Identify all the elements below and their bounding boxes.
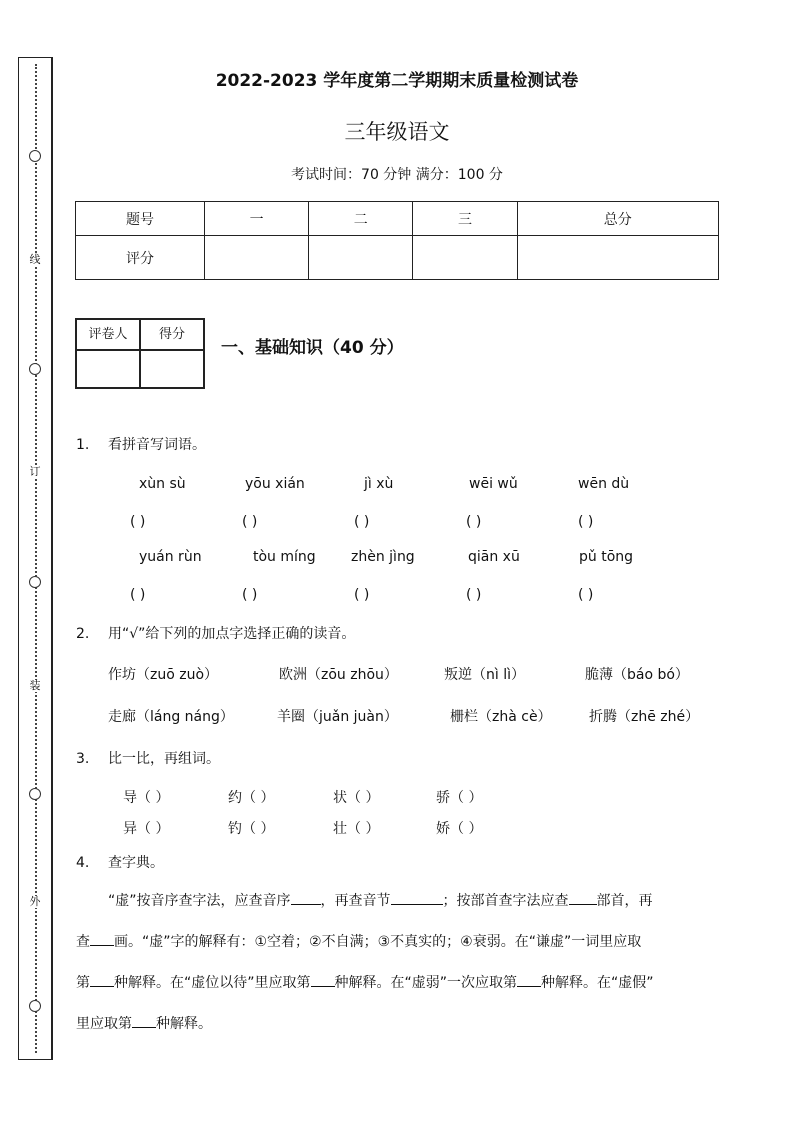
answer-blank[interactable]: ( ) xyxy=(354,587,370,603)
binding-circle xyxy=(29,576,41,588)
pinyin: xùn sù xyxy=(139,476,186,492)
passage-line xyxy=(76,922,718,963)
reading-choice[interactable]: 叛逆（nì lì） xyxy=(444,667,525,683)
passage-text: 种解释。在“虚位以待”里应取第 xyxy=(114,975,311,991)
score-table xyxy=(75,201,719,280)
score-cell[interactable] xyxy=(205,236,309,280)
passage-text: “虚”按音序查字法，应查音序 xyxy=(108,893,291,909)
grader-box xyxy=(75,318,205,389)
reading-choice[interactable]: 欧洲（zōu zhōu） xyxy=(279,667,398,683)
passage-text: 种解释。在“虚假” xyxy=(541,975,654,991)
passage-text: 里应取第 xyxy=(76,1016,132,1032)
fill-blank[interactable] xyxy=(569,892,597,905)
reading-choice[interactable]: 走廊（láng náng） xyxy=(108,709,234,725)
fill-blank[interactable] xyxy=(90,933,114,946)
answer-blank[interactable]: ( ) xyxy=(242,587,258,603)
passage-text: ；按部首查字法应查 xyxy=(442,893,569,909)
binding-label-xian: 线 xyxy=(29,253,41,266)
word-blank[interactable]: 骄（ ） xyxy=(436,790,483,806)
question-prompt: 用“√”给下列的加点字选择正确的读音。 xyxy=(108,626,356,642)
question-prompt: 查字典。 xyxy=(108,855,164,871)
passage-line xyxy=(76,1004,718,1045)
section-title: 一、基础知识（40 分） xyxy=(221,338,404,358)
question-prompt: 比一比，再组词。 xyxy=(108,751,220,767)
fill-blank[interactable] xyxy=(291,892,321,905)
binding-circle xyxy=(29,150,41,162)
reading-choice[interactable]: 栅栏（zhà cè） xyxy=(450,709,552,725)
word-blank[interactable]: 状（ ） xyxy=(333,790,380,806)
question-number: 1. xyxy=(76,437,90,453)
question-3 xyxy=(76,748,220,768)
answer-blank[interactable]: ( ) xyxy=(130,514,146,530)
score-header-cell: 一 xyxy=(205,202,309,236)
score-table-score-row xyxy=(76,236,719,280)
pinyin: yuán rùn xyxy=(139,549,202,565)
passage-line xyxy=(76,963,718,1004)
binding-label-ding: 订 xyxy=(29,465,41,478)
exam-info: 考试时间：70 分钟 满分：100 分 xyxy=(291,167,503,183)
word-blank[interactable]: 导（ ） xyxy=(123,790,170,806)
binding-label-zhuang: 装 xyxy=(29,679,41,692)
passage-text: ，再查音节 xyxy=(320,893,391,909)
passage-line xyxy=(76,881,718,922)
fill-blank[interactable] xyxy=(517,974,541,987)
fill-blank[interactable] xyxy=(311,974,335,987)
fill-blank[interactable] xyxy=(132,1015,156,1028)
fill-blank[interactable] xyxy=(391,892,443,905)
score-header-cell: 二 xyxy=(309,202,413,236)
score-header-cell: 三 xyxy=(413,202,517,236)
score-header: 得分 xyxy=(140,319,204,350)
word-blank[interactable]: 异（ ） xyxy=(123,821,170,837)
margin-rule xyxy=(52,57,53,1060)
binding-circle xyxy=(29,363,41,375)
score-cell[interactable] xyxy=(413,236,517,280)
score-header-cell: 总分 xyxy=(517,202,718,236)
score-header-cell: 题号 xyxy=(76,202,205,236)
score-cell[interactable] xyxy=(140,350,204,388)
score-cell[interactable] xyxy=(309,236,413,280)
pinyin: jì xù xyxy=(364,476,394,492)
passage-text: 部首，再 xyxy=(596,893,653,909)
binding-margin xyxy=(18,57,52,1060)
binding-label-wai: 外 xyxy=(29,895,41,908)
reading-choice[interactable]: 脆薄（báo bó） xyxy=(585,667,689,683)
word-blank[interactable]: 娇（ ） xyxy=(436,821,483,837)
answer-blank[interactable]: ( ) xyxy=(130,587,146,603)
fill-blank[interactable] xyxy=(90,974,114,987)
answer-blank[interactable]: ( ) xyxy=(466,514,482,530)
pinyin: wēi wǔ xyxy=(469,476,518,492)
score-cell[interactable] xyxy=(517,236,718,280)
answer-blank[interactable]: ( ) xyxy=(242,514,258,530)
passage-text: 第 xyxy=(76,975,90,991)
binding-circle xyxy=(29,788,41,800)
grader-cell[interactable] xyxy=(76,350,140,388)
dictionary-passage xyxy=(76,881,718,1045)
question-number: 4. xyxy=(76,855,90,871)
question-number: 3. xyxy=(76,751,90,767)
question-4 xyxy=(76,852,164,872)
pinyin: qiān xū xyxy=(468,549,520,565)
pinyin: tòu míng xyxy=(253,549,316,565)
pinyin: zhèn jìng xyxy=(351,549,415,565)
reading-choice[interactable]: 作坊（zuō zuò） xyxy=(108,667,219,683)
passage-text: 查 xyxy=(76,934,90,950)
word-blank[interactable]: 约（ ） xyxy=(228,790,275,806)
word-blank[interactable]: 钓（ ） xyxy=(228,821,275,837)
answer-blank[interactable]: ( ) xyxy=(354,514,370,530)
binding-circle xyxy=(29,1000,41,1012)
answer-blank[interactable]: ( ) xyxy=(578,587,594,603)
answer-blank[interactable]: ( ) xyxy=(466,587,482,603)
question-2 xyxy=(76,623,355,643)
reading-choice[interactable]: 折腾（zhē zhé） xyxy=(589,709,700,725)
passage-text: 种解释。 xyxy=(156,1016,212,1032)
pinyin: yōu xián xyxy=(245,476,305,492)
question-number: 2. xyxy=(76,626,90,642)
passage-text: 画。“虚”字的解释有：①空着；②不自满；③不真实的；④衰弱。在“谦虚”一词里应取 xyxy=(114,934,642,950)
pinyin: wēn dù xyxy=(578,476,630,492)
exam-subject: 三年级语文 xyxy=(344,120,450,144)
passage-text: 种解释。在“虚弱”一次应取第 xyxy=(334,975,518,991)
reading-choice[interactable]: 羊圈（juǎn juàn） xyxy=(277,709,398,725)
word-blank[interactable]: 壮（ ） xyxy=(333,821,380,837)
pinyin: pǔ tōng xyxy=(579,549,634,565)
grader-header: 评卷人 xyxy=(76,319,140,350)
exam-title: 2022-2023 学年度第二学期期末质量检测试卷 xyxy=(215,71,579,91)
question-1 xyxy=(76,434,206,454)
answer-blank[interactable]: ( ) xyxy=(578,514,594,530)
score-table-header-row xyxy=(76,202,719,236)
question-prompt: 看拼音写词语。 xyxy=(108,437,206,453)
score-row-label: 评分 xyxy=(76,236,205,280)
